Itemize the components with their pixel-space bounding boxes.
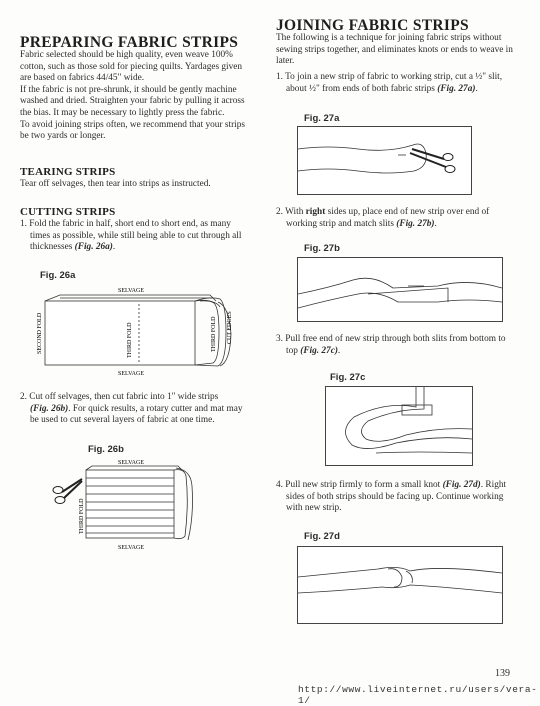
step-text: 2. With (276, 207, 306, 217)
cutting-step-1 (20, 219, 282, 254)
step-end: . (337, 345, 341, 356)
fig-27b-drawing (298, 258, 502, 321)
fig-ref: (Fig. 27c) (300, 345, 338, 356)
fig-27d-box (297, 546, 503, 624)
step-line: 3. Pull free end of new strip through both slits from bottom to (276, 334, 506, 344)
step-text: working strip and match slits (286, 218, 397, 229)
fig-27b-box (297, 257, 503, 322)
fig-ref: (Fig. 27b) (396, 218, 435, 229)
step-line: times as possible, while still being able to cut through all (30, 230, 242, 241)
fig-ref: (Fig. 26a) (74, 242, 113, 253)
intro-line: cotton, such as those sold for piecing quilts. Yardages given (20, 61, 243, 72)
step-text: top (286, 345, 301, 356)
third-fold-label: THIRD FOLD (127, 322, 133, 358)
step-line: 2. Cut off selvages, then cut fabric into 1" wide strips (20, 392, 219, 402)
intro-line: later. (276, 56, 295, 67)
fig-26a-label: Fig. 26a (40, 270, 76, 281)
fig-27d-label: Fig. 27d (304, 531, 340, 542)
step-text: sides up, place end of new strip over end of (325, 207, 490, 217)
third-fold-label-2: THIRD FOLD (211, 316, 217, 352)
intro-line: The following is a technique for joining fabric strips without (276, 33, 502, 43)
fig-ref: (Fig. 27d) (442, 480, 481, 490)
joining-step-2 (276, 207, 530, 230)
intro-line: To avoid joining strips often, we recommend that your strips (20, 119, 246, 130)
step-end: . (112, 242, 116, 253)
selvage-bottom-label: SELVAGE (118, 371, 145, 377)
step-line (276, 346, 530, 358)
intro-line: are based on fabrics 44/45" wide. (20, 73, 145, 84)
step-line (20, 404, 282, 416)
subheading-cutting: CUTTING STRIPS (20, 206, 116, 218)
step-line (276, 219, 530, 231)
step-line (20, 242, 282, 254)
fig-27d-drawing (298, 547, 502, 623)
step-line: sides of both strips should be facing up. Continue working (286, 491, 504, 502)
step-line (276, 480, 530, 492)
second-fold-label: SECOND FOLD (37, 312, 43, 354)
step-line (276, 84, 530, 96)
fig-26b-illustration (48, 456, 198, 554)
selvage-bottom-label: SELVAGE (118, 545, 145, 551)
fig-ref: (Fig. 27a) (437, 83, 476, 94)
fig-27a-box (297, 126, 472, 195)
step-text: thicknesses (30, 242, 75, 253)
cut-edges-label: CUT EDGES (227, 311, 233, 344)
step-text: 4. Pull new strip firmly to form a small knot (276, 480, 443, 490)
scissors-icon (410, 149, 455, 173)
step-line: 1. Fold the fabric in half, short end to short end, as many (20, 219, 231, 229)
cutting-step-2 (20, 392, 282, 427)
intro-line: washed and dried. Straighten your fabric by pulling it across (20, 96, 245, 107)
page-number: 139 (495, 668, 510, 679)
fig-27b-label: Fig. 27b (304, 243, 340, 254)
section-title-joining: JOINING FABRIC STRIPS (276, 17, 469, 34)
fig-27a-label: Fig. 27a (304, 113, 340, 124)
intro-line: the bias. It may be necessary to lightly press the fabric. (20, 107, 225, 118)
emphasis-right: right (305, 207, 326, 217)
joining-step-3 (276, 334, 530, 357)
step-line: with new strip. (286, 503, 342, 514)
intro-line: Fabric selected should be high quality, even weave 100% (20, 50, 233, 60)
watermark[interactable]: http://www.liveinternet.ru/users/vera-1/ (298, 684, 538, 706)
joining-step-1 (276, 72, 530, 95)
selvage-top-label: SELVAGE (118, 460, 145, 466)
fig-26a-illustration (30, 282, 245, 377)
fig-27a-drawing (298, 127, 471, 194)
step-text: . For quick results, a rotary cutter and mat may (68, 403, 243, 414)
intro-line: be two yards or longer. (20, 131, 106, 142)
step-end: . (475, 83, 478, 94)
step-line: be used to cut several layers of fabric at one time. (30, 415, 215, 426)
tearing-text: Tear off selvages, then tear into strips as instructed. (20, 179, 211, 189)
intro-paragraph (20, 50, 280, 143)
subheading-tearing: TEARING STRIPS (20, 166, 116, 178)
joining-step-4 (276, 480, 530, 515)
fig-27c-drawing (326, 387, 472, 465)
joining-intro (276, 33, 530, 68)
selvage-top-label: SELVAGE (118, 288, 145, 294)
step-text: . Right (480, 480, 507, 490)
fig-27c-label: Fig. 27c (330, 372, 366, 383)
fig-26b-label: Fig. 26b (88, 444, 124, 455)
intro-line: If the fabric is not pre-shrunk, it should be gently machine (20, 84, 237, 95)
fig-ref: (Fig. 26b) (30, 403, 69, 414)
step-line: 1. To join a new strip of fabric to working strip, cut a ½" slit, (276, 72, 503, 82)
section-title-preparing: PREPARING FABRIC STRIPS (20, 34, 239, 51)
intro-line: sewing strips together, and eliminates knots or ends to weave in (276, 44, 513, 55)
step-text: about ½" from ends of both fabric strips (286, 83, 438, 94)
scissors-icon (53, 479, 82, 504)
step-end: . (434, 218, 437, 229)
step-line (276, 207, 530, 219)
fig-27c-box (325, 386, 473, 466)
third-fold-label: THIRD FOLD (79, 498, 85, 534)
